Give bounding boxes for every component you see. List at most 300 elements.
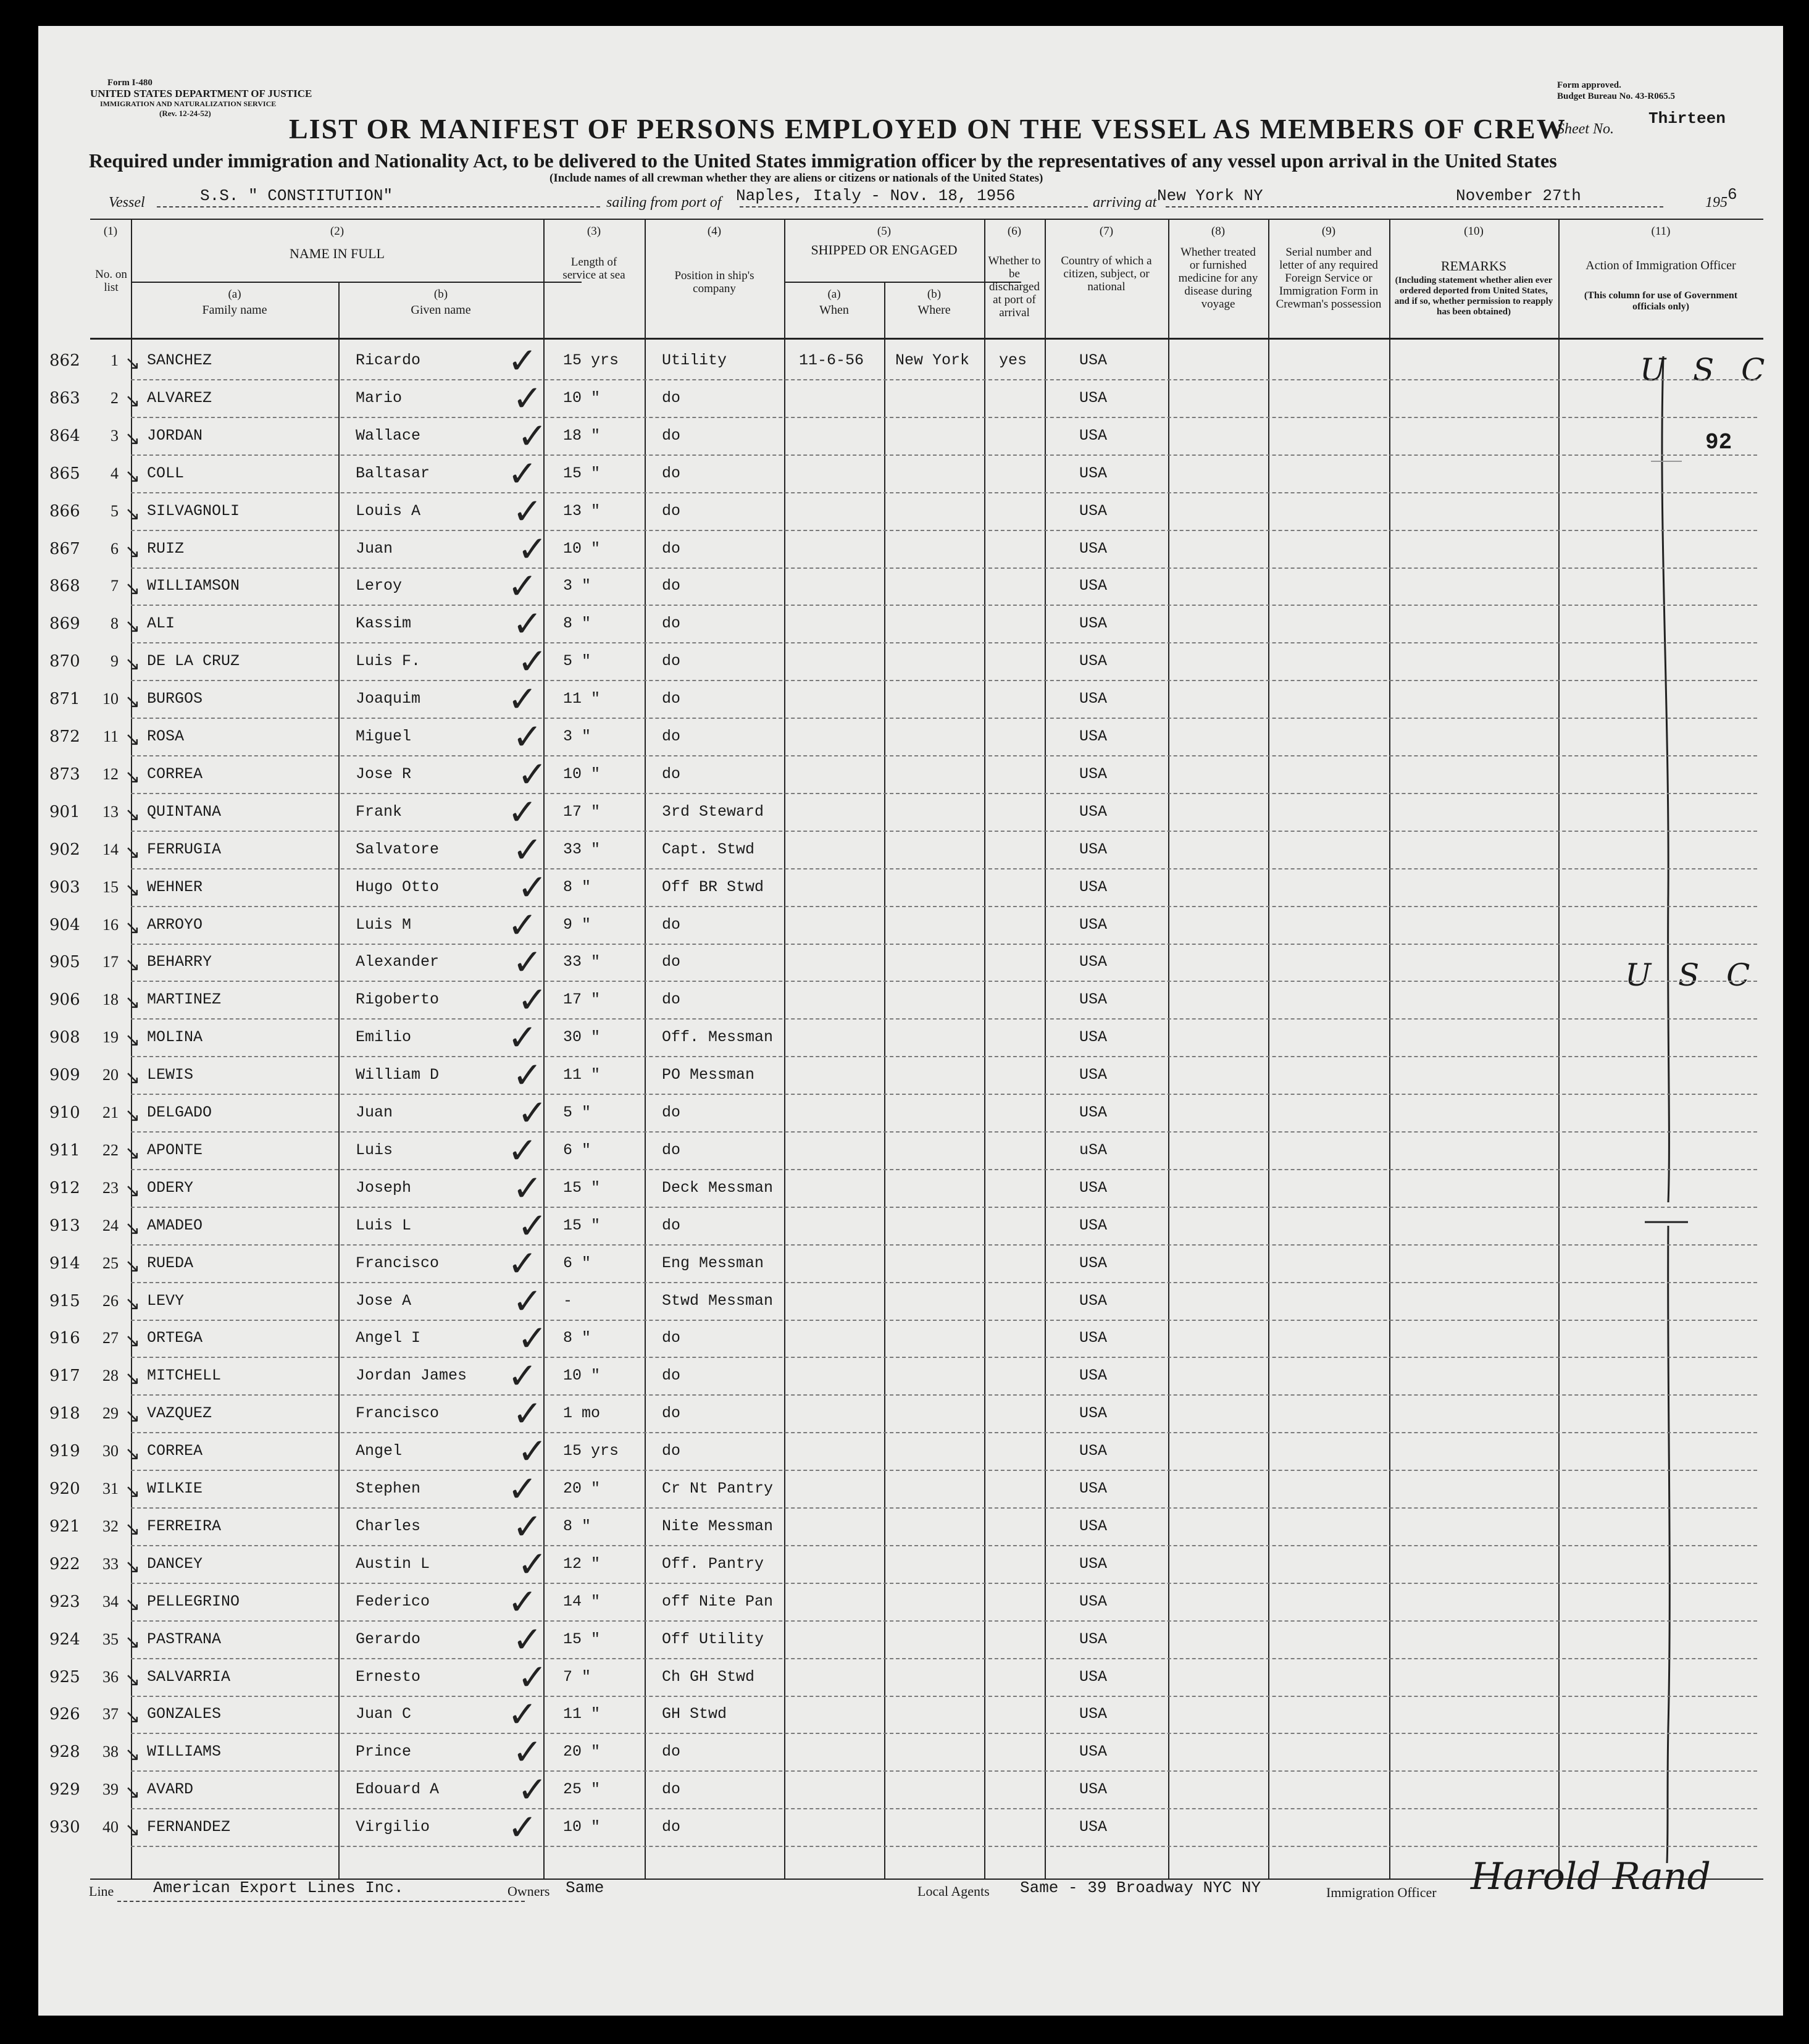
cell-country: USA xyxy=(1079,727,1108,745)
check-mark-icon: ✓ xyxy=(512,716,543,758)
row-tick-mark: ↘ xyxy=(125,390,141,412)
check-mark-icon: ✓ xyxy=(508,1242,538,1284)
cell-family: COLL xyxy=(147,464,185,482)
cell-service: 11 " xyxy=(563,690,601,708)
cell-service: 33 " xyxy=(563,840,601,858)
cell-position: Nite Messman xyxy=(662,1517,774,1535)
cell-service: 9 " xyxy=(563,915,591,934)
table-row xyxy=(38,603,1783,645)
col6-header: Whether to be discharged at port of arrival xyxy=(988,254,1041,319)
cell-no: 18 xyxy=(102,991,119,1009)
cell-country: USA xyxy=(1079,802,1108,821)
cell-no: 28 xyxy=(102,1367,119,1385)
check-mark-icon: ✓ xyxy=(512,377,543,419)
cell-family: FERREIRA xyxy=(147,1517,222,1535)
cell-no: 10 xyxy=(102,690,119,708)
cell-country: USA xyxy=(1079,1178,1108,1197)
col8-header: Whether treated or furnished medicine for any disease during voyage xyxy=(1178,246,1258,311)
cell-service: 11 " xyxy=(563,1066,601,1084)
cell-country: USA xyxy=(1079,426,1108,445)
cell-country: USA xyxy=(1079,539,1108,558)
cell-family: DE LA CRUZ xyxy=(147,652,240,671)
check-mark-icon: ✓ xyxy=(508,452,538,495)
cell-country: USA xyxy=(1079,953,1108,971)
row-tick-mark: ↘ xyxy=(125,992,141,1014)
cell-service: 6 " xyxy=(563,1254,591,1272)
col2-number: (2) xyxy=(330,225,345,238)
cell-no: 38 xyxy=(102,1743,119,1761)
row-tick-mark: ↘ xyxy=(125,1217,141,1239)
cell-position: do xyxy=(662,1141,681,1159)
cell-family: LEWIS xyxy=(147,1066,194,1084)
cell-given: Jordan James xyxy=(356,1367,467,1385)
check-mark-icon: ✓ xyxy=(508,565,538,608)
row-tick-mark: ↘ xyxy=(125,353,141,374)
cell-family: MITCHELL xyxy=(147,1367,222,1385)
cell-given: Francisco xyxy=(356,1404,440,1423)
vessel-underline xyxy=(157,206,600,207)
cell-where: New York xyxy=(895,351,970,369)
table-row xyxy=(38,1430,1783,1473)
col5a-header: When xyxy=(819,303,849,317)
cell-ref: 871 xyxy=(49,690,80,709)
cell-service: 30 " xyxy=(563,1028,601,1047)
cell-ref: 924 xyxy=(49,1630,80,1649)
cell-position: do xyxy=(662,1404,681,1423)
cell-service: 14 " xyxy=(563,1592,601,1610)
table-row xyxy=(38,1242,1783,1284)
cell-when: 11-6-56 xyxy=(799,351,864,369)
col6-number: (6) xyxy=(1007,225,1022,238)
cell-family: ROSA xyxy=(147,727,185,745)
cell-country: USA xyxy=(1079,1517,1108,1535)
cell-country: USA xyxy=(1079,1667,1108,1686)
cell-no: 35 xyxy=(102,1630,119,1648)
cell-ref: 866 xyxy=(49,501,80,521)
cell-family: SILVAGNOLI xyxy=(147,501,240,520)
col10-header: REMARKS xyxy=(1440,258,1507,274)
cell-no: 19 xyxy=(102,1028,119,1047)
cell-country: uSA xyxy=(1079,1141,1108,1159)
cell-position: do xyxy=(662,915,681,934)
col5b-number: (b) xyxy=(927,288,942,301)
revision: (Rev. 12-24-52) xyxy=(159,109,211,118)
row-tick-mark: ↘ xyxy=(125,1330,141,1352)
cell-service: 8 " xyxy=(563,1517,591,1535)
arriving-port: New York NY xyxy=(1157,186,1263,205)
cell-country: USA xyxy=(1079,690,1108,708)
cell-no: 30 xyxy=(102,1442,119,1460)
cell-no: 37 xyxy=(102,1705,119,1724)
sailing-label: sailing from port of xyxy=(606,195,722,211)
row-tick-mark: ↘ xyxy=(125,1255,141,1277)
cell-service: 10 " xyxy=(563,1367,601,1385)
cell-position: Eng Messman xyxy=(662,1254,764,1272)
cell-ref: 921 xyxy=(49,1517,80,1536)
cell-given: Juan xyxy=(356,1104,393,1121)
table-row xyxy=(38,1393,1783,1435)
cell-position: Ch GH Stwd xyxy=(662,1667,755,1686)
row-tick-mark: ↘ xyxy=(125,1819,141,1841)
check-mark-icon: ✓ xyxy=(508,1468,538,1510)
cell-family: AVARD xyxy=(147,1780,194,1799)
cell-service: 15 " xyxy=(563,1630,601,1648)
cell-country: USA xyxy=(1079,1254,1108,1272)
table-row xyxy=(38,1167,1783,1209)
check-mark-icon: ✓ xyxy=(517,866,548,908)
cell-no: 12 xyxy=(102,764,119,783)
cell-family: CORREA xyxy=(147,764,203,783)
cell-position: do xyxy=(662,991,681,1009)
check-mark-icon: ✓ xyxy=(508,1693,538,1736)
col11-header: Action of Immigration Officer xyxy=(1585,259,1736,272)
cell-no: 26 xyxy=(102,1291,119,1310)
cell-family: ALI xyxy=(147,614,175,633)
cell-given: Joseph xyxy=(356,1178,412,1197)
cell-ref: 920 xyxy=(49,1480,80,1498)
check-mark-icon: ✓ xyxy=(517,1543,548,1585)
check-mark-icon: ✓ xyxy=(512,1393,543,1435)
cell-ref: 929 xyxy=(49,1780,80,1799)
cell-country: USA xyxy=(1079,1291,1108,1310)
cell-position: do xyxy=(662,652,681,671)
cell-family: QUINTANA xyxy=(147,802,222,821)
col9-number: (9) xyxy=(1321,225,1336,238)
cell-given: Hugo Otto xyxy=(356,877,440,896)
col1-number: (1) xyxy=(103,225,118,238)
cell-service: 15 " xyxy=(563,1216,601,1234)
table-row xyxy=(38,1656,1783,1698)
check-mark-icon: ✓ xyxy=(512,603,543,645)
cell-position: 3rd Steward xyxy=(662,802,764,821)
cell-service: 10 " xyxy=(563,539,601,558)
cell-country: USA xyxy=(1079,1705,1108,1724)
table-row xyxy=(38,340,1783,382)
cell-family: RUEDA xyxy=(147,1254,194,1272)
row-tick-mark: ↘ xyxy=(125,766,141,788)
cell-service: 8 " xyxy=(563,877,591,896)
cell-family: WILLIAMSON xyxy=(147,577,240,595)
cell-position: GH Stwd xyxy=(662,1705,727,1724)
cell-service: 8 " xyxy=(563,614,591,633)
check-mark-icon: ✓ xyxy=(508,1016,538,1059)
cell-family: WILLIAMS xyxy=(147,1743,222,1761)
cell-service: 3 " xyxy=(563,577,591,595)
col2b-number: (b) xyxy=(433,288,448,301)
cell-given: Luis xyxy=(356,1141,393,1159)
cell-service: 12 " xyxy=(563,1554,601,1573)
cell-family: ODERY xyxy=(147,1178,194,1197)
row-tick-mark: ↘ xyxy=(125,841,141,863)
cell-service: 3 " xyxy=(563,727,591,745)
table-row xyxy=(38,1769,1783,1811)
check-mark-icon: ✓ xyxy=(517,753,548,795)
row-tick-mark: ↘ xyxy=(125,653,141,676)
row-tick-mark: ↘ xyxy=(125,803,141,826)
cell-service: 11 " xyxy=(563,1705,601,1724)
cell-family: FERNANDEZ xyxy=(147,1818,231,1837)
check-mark-icon: ✓ xyxy=(517,414,548,457)
check-mark-icon: ✓ xyxy=(517,979,548,1021)
cell-ref: 914 xyxy=(49,1254,80,1273)
cell-service: 17 " xyxy=(563,991,601,1009)
cell-service: - xyxy=(563,1291,573,1310)
cell-given: Juan C xyxy=(356,1705,412,1724)
cell-given: Ernesto xyxy=(356,1667,421,1686)
cell-family: FERRUGIA xyxy=(147,840,222,858)
col10-note: (Including statement whether alien ever ordered deported from United States, and if so, whether permission to reapply has been obtained) xyxy=(1394,275,1553,317)
check-mark-icon: ✓ xyxy=(508,1806,538,1849)
cell-country: USA xyxy=(1079,577,1108,595)
cell-given: Baltasar xyxy=(356,464,430,482)
cell-country: USA xyxy=(1079,1630,1108,1648)
row-tick-mark: ↘ xyxy=(125,540,141,563)
form-number: Form I-480 xyxy=(107,78,152,88)
cell-service: 6 " xyxy=(563,1141,591,1159)
cell-given: Edouard A xyxy=(356,1780,440,1799)
check-mark-icon: ✓ xyxy=(508,340,538,382)
cell-country: USA xyxy=(1079,764,1108,783)
cell-ref: 870 xyxy=(49,652,80,671)
cell-no: 27 xyxy=(102,1329,119,1347)
cell-no: 13 xyxy=(102,802,119,821)
cell-service: 5 " xyxy=(563,1104,591,1121)
table-row xyxy=(38,1355,1783,1397)
cell-country: USA xyxy=(1079,1028,1108,1047)
check-mark-icon: ✓ xyxy=(512,1618,543,1661)
usc-stamp-bottom: U S C xyxy=(1625,957,1759,993)
cell-position: do xyxy=(662,953,681,971)
row-tick-mark: ↘ xyxy=(125,1179,141,1202)
table-row xyxy=(38,1693,1783,1736)
row-tick-mark: ↘ xyxy=(125,1292,141,1315)
col5b-header: Where xyxy=(917,303,951,317)
table-row xyxy=(38,716,1783,758)
header-bottom-line xyxy=(90,338,1763,340)
cell-ref: 867 xyxy=(49,539,80,558)
sailing-port: Naples, Italy - Nov. 18, 1956 xyxy=(736,186,1016,205)
cell-country: USA xyxy=(1079,877,1108,896)
name-subheader-line xyxy=(131,282,582,283)
cell-position: PO Messman xyxy=(662,1066,755,1084)
cell-position: do xyxy=(662,388,681,407)
cell-service: 33 " xyxy=(563,953,601,971)
check-mark-icon: ✓ xyxy=(512,828,543,871)
check-mark-icon: ✓ xyxy=(517,1430,548,1473)
cell-ref: 911 xyxy=(49,1141,80,1160)
cell-family: BURGOS xyxy=(147,690,203,708)
cell-no: 36 xyxy=(102,1667,119,1686)
cell-given: Angel xyxy=(356,1442,403,1460)
cell-service: 10 " xyxy=(563,388,601,407)
cell-family: PELLEGRINO xyxy=(147,1592,240,1610)
col3-number: (3) xyxy=(587,225,601,238)
cell-no: 11 xyxy=(102,727,119,745)
row-tick-mark: ↘ xyxy=(125,1706,141,1728)
row-tick-mark: ↘ xyxy=(125,1744,141,1766)
cell-country: USA xyxy=(1079,388,1108,407)
cell-no: 40 xyxy=(102,1818,119,1837)
cell-ref: 908 xyxy=(49,1028,80,1047)
cell-given: Federico xyxy=(356,1592,430,1610)
check-mark-icon: ✓ xyxy=(512,1280,543,1322)
cell-service: 10 " xyxy=(563,1818,601,1837)
row-tick-mark: ↘ xyxy=(125,578,141,600)
cell-ref: 917 xyxy=(49,1367,80,1386)
table-row xyxy=(38,979,1783,1021)
cell-family: ORTEGA xyxy=(147,1329,203,1347)
col2a-number: (a) xyxy=(228,288,241,301)
cell-position: do xyxy=(662,464,681,482)
col7-header: Country of which a citizen, subject, or national xyxy=(1061,254,1152,293)
cell-no: 20 xyxy=(102,1066,119,1084)
check-mark-icon: ✓ xyxy=(512,941,543,984)
col11-note: (This column for use of Government officials only) xyxy=(1584,290,1738,312)
line-label: Line xyxy=(89,1883,114,1899)
cell-ref: 863 xyxy=(49,388,80,408)
check-mark-icon: ✓ xyxy=(517,527,548,570)
cell-service: 25 " xyxy=(563,1780,601,1799)
cell-ref: 869 xyxy=(49,614,80,634)
row-tick-mark: ↘ xyxy=(125,1142,141,1164)
cell-no: 14 xyxy=(102,840,119,858)
check-mark-icon: ✓ xyxy=(508,1355,538,1397)
cell-ref: 912 xyxy=(49,1178,80,1197)
cell-ref: 903 xyxy=(49,877,80,897)
cell-service: 15 " xyxy=(563,464,601,482)
col2-header: NAME IN FULL xyxy=(290,246,385,261)
cell-position: Off. Pantry xyxy=(662,1554,764,1573)
cell-position: do xyxy=(662,1780,681,1799)
cell-country: USA xyxy=(1079,1743,1108,1761)
cell-service: 20 " xyxy=(563,1743,601,1761)
cell-position: do xyxy=(662,577,681,595)
service: IMMIGRATION AND NATURALIZATION SERVICE xyxy=(100,99,277,108)
budget-bureau: Budget Bureau No. 43-R065.5 xyxy=(1557,91,1675,101)
cell-given: Ricardo xyxy=(356,351,421,369)
check-mark-icon: ✓ xyxy=(517,1204,548,1247)
cell-position: do xyxy=(662,1442,681,1460)
cell-position: do xyxy=(662,1367,681,1385)
cell-country: USA xyxy=(1079,1480,1108,1497)
row-tick-mark: ↘ xyxy=(125,616,141,638)
cell-family: JORDAN xyxy=(147,426,203,445)
cell-given: Joaquim xyxy=(356,690,421,708)
cell-ref: 865 xyxy=(49,464,80,483)
table-row xyxy=(38,527,1783,570)
cell-ref: 901 xyxy=(49,802,80,821)
cell-family: APONTE xyxy=(147,1141,203,1159)
cell-no: 16 xyxy=(102,915,119,934)
cell-family: CORREA xyxy=(147,1442,203,1460)
col1-header: No. on list xyxy=(95,268,127,294)
table-row xyxy=(38,1280,1783,1322)
cell-position: off Nite Pan xyxy=(662,1592,774,1610)
cell-given: Wallace xyxy=(356,426,421,445)
col2a-header: Family name xyxy=(202,303,267,317)
cell-service: 15 yrs xyxy=(563,351,619,369)
cell-position: do xyxy=(662,501,681,520)
usc-stamp-top: U S C xyxy=(1640,352,1774,388)
cell-country: USA xyxy=(1079,1442,1108,1460)
cell-given: Austin L xyxy=(356,1554,430,1573)
cell-service: 13 " xyxy=(563,501,601,520)
cell-ref: 906 xyxy=(49,991,80,1010)
cell-given: Luis F. xyxy=(356,652,421,671)
row-tick-mark: ↘ xyxy=(125,1782,141,1804)
table-row xyxy=(38,903,1783,946)
table-row xyxy=(38,1543,1783,1585)
arriving-label: arriving at xyxy=(1093,195,1157,211)
cell-given: Louis A xyxy=(356,501,421,520)
cell-family: PASTRANA xyxy=(147,1630,222,1648)
check-mark-icon: ✓ xyxy=(517,1317,548,1360)
cell-country: USA xyxy=(1079,915,1108,934)
cell-ref: 862 xyxy=(49,351,80,370)
cell-given: Miguel xyxy=(356,727,412,745)
cell-service: 8 " xyxy=(563,1329,591,1347)
cell-ref: 916 xyxy=(49,1329,80,1348)
row-tick-mark: ↘ xyxy=(125,729,141,750)
check-mark-icon: ✓ xyxy=(512,1054,543,1097)
check-mark-icon: ✓ xyxy=(512,1167,543,1209)
cell-no: 3 xyxy=(111,426,119,445)
table-row xyxy=(38,377,1783,419)
cell-given: Emilio xyxy=(356,1028,412,1047)
table-row xyxy=(38,866,1783,908)
cell-ref: 910 xyxy=(49,1104,80,1122)
cell-family: BEHARRY xyxy=(147,953,212,971)
owners: Same xyxy=(566,1879,604,1897)
cell-ref: 925 xyxy=(49,1667,80,1686)
vessel-label: Vessel xyxy=(109,195,145,211)
cell-position: Off BR Stwd xyxy=(662,877,764,896)
cell-position: Deck Messman xyxy=(662,1178,774,1197)
manifest-subtitle: Required under immigration and Nationality Act, to be delivered to the United States immigration officer by the representatives of any vessel upon arrival in the United States xyxy=(89,149,1557,172)
cell-position: Off. Messman xyxy=(662,1028,774,1047)
cell-given: Prince xyxy=(356,1743,412,1761)
row-tick-mark: ↘ xyxy=(125,1593,141,1615)
cell-position: Stwd Messman xyxy=(662,1291,774,1310)
row-tick-mark: ↘ xyxy=(125,1067,141,1089)
row-tick-mark: ↘ xyxy=(125,1029,141,1052)
officer-signature: Harold Rand xyxy=(1471,1855,1711,1898)
cell-no: 8 xyxy=(111,614,119,633)
cell-country: USA xyxy=(1079,1554,1108,1573)
cell-given: Francisco xyxy=(356,1254,440,1272)
cell-country: USA xyxy=(1079,1818,1108,1837)
cell-given: Alexander xyxy=(356,953,440,971)
row-tick-mark: ↘ xyxy=(125,1518,141,1540)
cell-ref: 928 xyxy=(49,1743,80,1762)
local-agents: Same - 39 Broadway NYC NY xyxy=(1020,1879,1261,1897)
cell-given: Jose A xyxy=(356,1291,412,1310)
row-tick-mark: ↘ xyxy=(125,954,141,976)
cell-ref: 905 xyxy=(49,953,80,972)
cell-family: ALVAREZ xyxy=(147,388,212,407)
cell-country: USA xyxy=(1079,464,1108,482)
row-tick-mark: ↘ xyxy=(125,879,141,901)
form-approved: Form approved. xyxy=(1557,80,1621,90)
cell-given: Kassim xyxy=(356,614,412,633)
cell-no: 17 xyxy=(102,953,119,971)
col10-number: (10) xyxy=(1464,225,1484,238)
cell-country: USA xyxy=(1079,351,1108,369)
cell-given: Frank xyxy=(356,802,403,821)
total-count: 92 xyxy=(1705,430,1732,455)
cell-given: Luis L xyxy=(356,1216,412,1234)
cell-family: RUIZ xyxy=(147,539,185,558)
